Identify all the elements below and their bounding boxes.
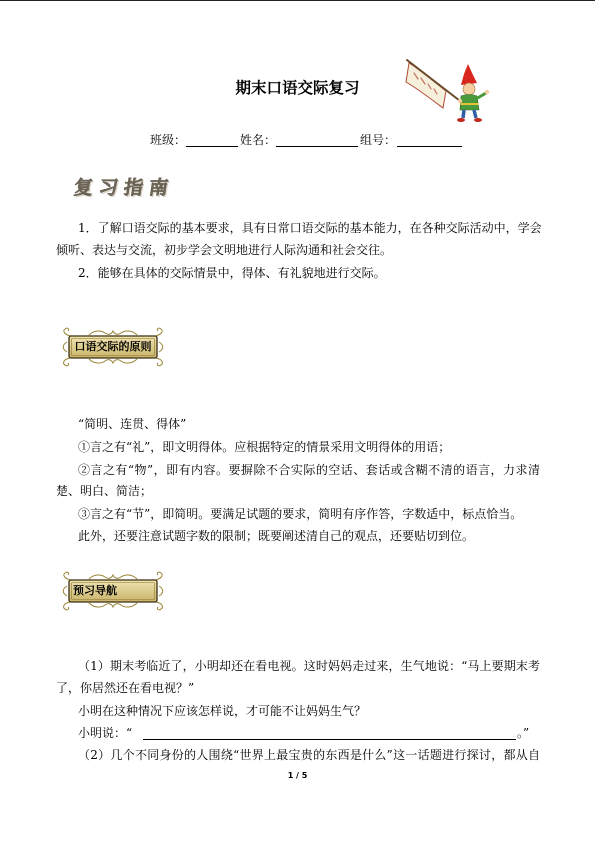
answer-blank xyxy=(143,739,516,740)
answer-suffix: 。” xyxy=(517,726,530,740)
mascot-flag-illustration xyxy=(404,58,490,124)
name-blank xyxy=(276,146,358,147)
gnome-leg-right xyxy=(474,110,476,118)
badge-label: 预习导航 xyxy=(73,584,117,597)
principles-motto: “简明、连贯、得体” xyxy=(78,417,187,431)
answer-prefix: 小明说：“ xyxy=(78,726,133,740)
guide-item-1-line-1: 1．了解口语交际的基本要求，具有日常口语交际的基本能力，在各种交际活动中，学会 xyxy=(78,221,542,235)
group-label: 组号： xyxy=(360,133,397,147)
principle-2-line-1: ②言之有“物”，即有内容。要摒除不合实际的空话、套话或含糊不清的语言，力求清 xyxy=(78,463,540,477)
review-guide-heading: 复习指南 xyxy=(72,177,176,199)
badge-label: 口语交际的原则 xyxy=(74,340,152,353)
name-label: 姓名： xyxy=(240,133,277,147)
gnome-figure xyxy=(457,64,489,122)
page-number: 1 / 5 xyxy=(287,771,308,780)
gnome-body xyxy=(460,95,479,111)
question-1-line-1: （1）期末考临近了，小明却还在看电视。这时妈妈走过来，生气地说：“马上要期末考 xyxy=(78,659,540,673)
principle-1-line-1: ①言之有“礼”，即文明得体。应根据特定的情景采用文明得体的用语； xyxy=(78,440,451,454)
class-blank xyxy=(186,146,238,147)
gnome-hat xyxy=(461,64,477,85)
guide-item-2-line-1: 2．能够在具体的交际情景中，得体、有礼貌地进行交际。 xyxy=(78,266,386,280)
group-blank xyxy=(397,146,462,147)
gnome-shoe-left xyxy=(457,118,465,122)
gnome-arm-right xyxy=(476,93,486,99)
question-1-line-2: 了，你居然还在看电视？” xyxy=(56,681,195,695)
gnome-hand-left xyxy=(458,99,462,103)
gnome-leg-left xyxy=(463,110,464,118)
question-1-prompt: 小明在这种情况下应该怎样说，才可能不让妈妈生气？ xyxy=(78,704,367,718)
gnome-face xyxy=(463,83,475,95)
page-title: 期末口语交际复习 xyxy=(235,79,360,97)
guide-item-1-line-2: 倾听、表达与交流，初步学会文明地进行人际沟通和社会交往。 xyxy=(56,243,393,257)
question-2-line-1: （2）几个不同身份的人围绕“世界上最宝贵的东西是什么”这一话题进行探讨，都从自 xyxy=(78,748,540,762)
section-badge-principles xyxy=(61,327,165,367)
principle-3-line-1: ③言之有“节”，即简明。要满足试题的要求，简明有序作答，字数适中，标点恰当。 xyxy=(78,507,523,521)
gnome-shoe-right xyxy=(474,118,482,122)
gnome-hand-right xyxy=(485,90,489,94)
section-badge-preview xyxy=(61,571,165,611)
top-border-line xyxy=(0,0,595,1)
principle-2-line-2: 楚、明白、简洁； xyxy=(56,484,153,498)
principles-note: 此外，还要注意试题字数的限制；既要阐述清自己的观点，还要贴切到位。 xyxy=(78,529,475,543)
class-label: 班级： xyxy=(150,133,187,147)
